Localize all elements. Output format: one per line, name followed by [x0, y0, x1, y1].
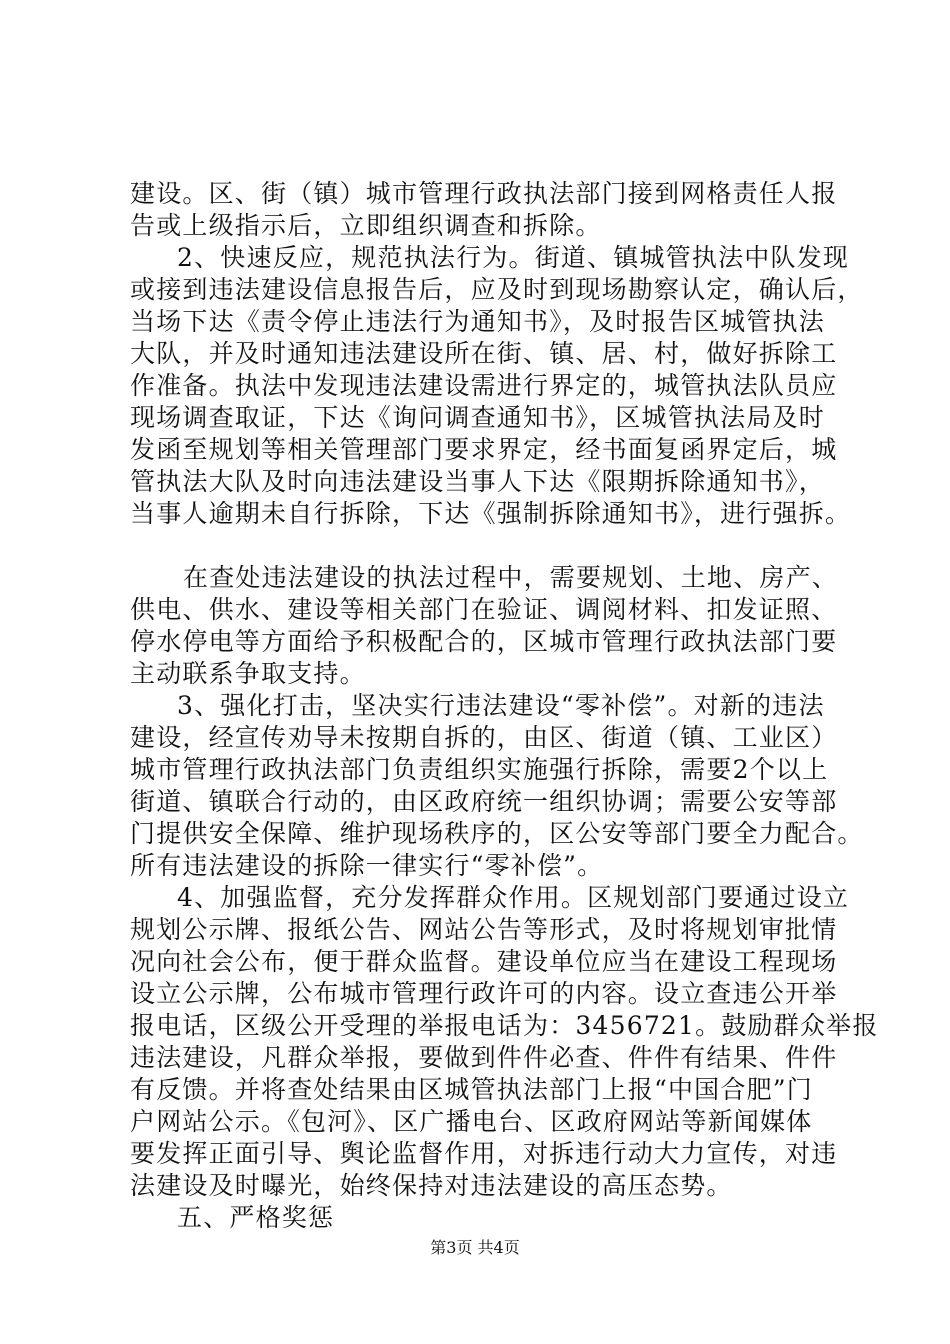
text-line: 或接到违法建设信息报告后，应及时到现场勘察认定，确认后， — [130, 275, 864, 304]
text-line: 主动联系争取支持。 — [130, 659, 366, 688]
text-line: 街道、镇联合行动的，由区政府统一组织协调；需要公安等部 — [130, 787, 838, 816]
text-line: 供电、供水、建设等相关部门在验证、调阅材料、扣发证照、 — [130, 595, 838, 624]
text-line: 设立公示牌，公布城市管理行政许可的内容。设立查违公开举 — [130, 979, 838, 1008]
text-line: 告或上级指示后，立即组织调查和拆除。 — [130, 211, 602, 240]
text-line: 4、加强监督，充分发挥群众作用。区规划部门要通过设立 — [177, 883, 850, 912]
section-heading: 五、严格奖惩 — [177, 1203, 335, 1232]
text-line: 在查处违法建设的执法过程中，需要规划、土地、房产、 — [183, 563, 839, 592]
text-line: 管执法大队及时向违法建设当事人下达《限期拆除通知书》， — [130, 467, 825, 496]
text-line: 户网站公示。《包河》、区广播电台、区政府网站等新闻媒体 — [130, 1107, 813, 1136]
text-line: 况向社会公布，便于群众监督。建设单位应当在建设工程现场 — [130, 947, 838, 976]
text-line: 有反馈。并将查处结果由区城管执法部门上报“中国合肥”门 — [130, 1075, 813, 1104]
text-line: 城市管理行政执法部门负责组织实施强行拆除，需要2个以上 — [130, 755, 829, 784]
page-footer: 第3页 共4页 — [430, 1238, 520, 1257]
text-line: 当事人逾期未自行拆除，下达《强制拆除通知书》，进行强拆。 — [130, 499, 852, 528]
text-line: 门提供安全保障、维护现场秩序的，区公安等部门要全力配合。 — [130, 819, 864, 848]
text-line: 规划公示牌、报纸公告、网站公告等形式，及时将规划审批情 — [130, 915, 838, 944]
text-line: 作准备。执法中发现违法建设需进行界定的，城管执法队员应 — [130, 371, 838, 400]
text-line: 要发挥正面引导、舆论监督作用，对拆违行动大力宣传，对违 — [130, 1139, 838, 1168]
text-line: 违法建设，凡群众举报，要做到件件必查、件件有结果、件件 — [130, 1043, 838, 1072]
text-line: 法建设及时曝光，始终保持对违法建设的高压态势。 — [130, 1171, 733, 1200]
text-line: 所有违法建设的拆除一律实行“零补偿”。 — [130, 851, 604, 880]
text-line: 现场调查取证，下达《询问调查通知书》，区城管执法局及时 — [130, 403, 825, 432]
text-line: 建设，经宣传劝导未按期自拆的，由区、街道（镇、工业区） — [130, 723, 838, 752]
text-line: 报电话，区级公开受理的举报电话为：3456721。鼓励群众举报 — [130, 1011, 879, 1040]
text-line: 发函至规划等相关管理部门要求界定，经书面复函界定后，城 — [130, 435, 838, 464]
text-line: 3、强化打击，坚决实行违法建设“零补偿”。对新的违法 — [177, 691, 825, 720]
text-line: 停水停电等方面给予积极配合的，区城市管理行政执法部门要 — [130, 627, 838, 656]
text-line: 2、快速反应，规范执法行为。街道、镇城管执法中队发现 — [177, 243, 850, 272]
text-line: 当场下达《责令停止违法行为通知书》，及时报告区城管执法 — [130, 307, 825, 336]
text-line: 建设。区、街（镇）城市管理行政执法部门接到网格责任人报 — [130, 179, 838, 208]
text-line: 大队，并及时通知违法建设所在街、镇、居、村，做好拆除工 — [130, 339, 838, 368]
